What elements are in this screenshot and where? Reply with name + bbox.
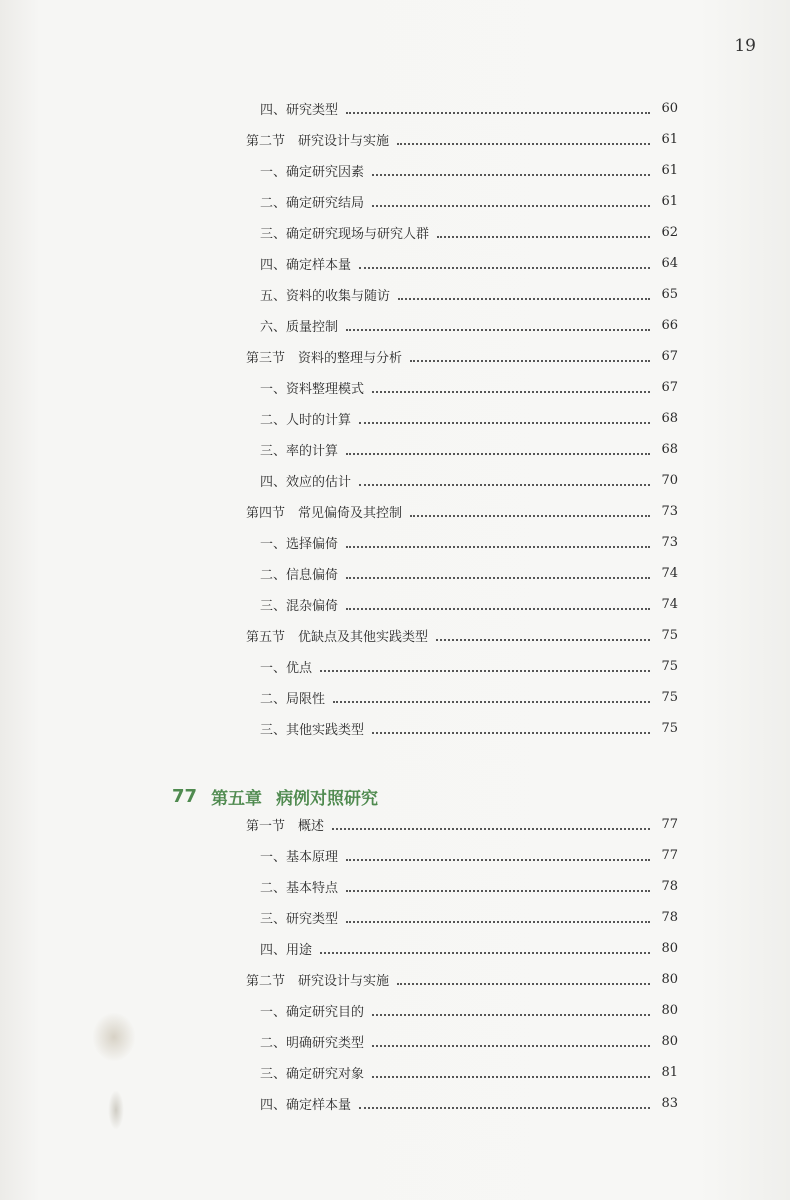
toc-item-row bbox=[0, 562, 790, 584]
leader-dots bbox=[346, 920, 650, 923]
toc-item-row bbox=[0, 283, 790, 305]
leader-dots bbox=[372, 204, 650, 207]
leader-dots bbox=[437, 235, 650, 238]
leader-dots bbox=[346, 328, 650, 331]
toc-item-row bbox=[0, 221, 790, 243]
toc-entry-page: 61 bbox=[661, 193, 678, 209]
toc-entry-label: 四、用途 bbox=[260, 942, 313, 958]
toc-item-row bbox=[0, 875, 790, 897]
leader-dots bbox=[346, 452, 650, 455]
toc-section-row bbox=[0, 813, 790, 835]
toc-item-row bbox=[0, 844, 790, 866]
toc-section-row bbox=[0, 968, 790, 990]
toc-entry-page: 83 bbox=[661, 1095, 678, 1111]
toc-entry-page: 75 bbox=[661, 689, 678, 705]
toc-item-row bbox=[0, 252, 790, 274]
chapter-title: 病例对照研究 bbox=[276, 788, 379, 809]
leader-dots bbox=[346, 858, 650, 861]
toc-item-row bbox=[0, 438, 790, 460]
toc-item-row bbox=[0, 655, 790, 677]
toc-entry-page: 64 bbox=[661, 255, 678, 271]
toc-item-row bbox=[0, 407, 790, 429]
toc-entry-page: 68 bbox=[661, 441, 678, 457]
leader-dots bbox=[346, 607, 650, 610]
toc-section-row bbox=[0, 345, 790, 367]
paper-stain bbox=[108, 1090, 124, 1130]
leader-dots bbox=[346, 545, 650, 548]
toc-entry-page: 75 bbox=[661, 658, 678, 674]
leader-dots bbox=[346, 576, 650, 579]
leader-dots bbox=[359, 266, 650, 269]
toc-entry-label: 四、确定样本量 bbox=[260, 1097, 352, 1113]
leader-dots bbox=[397, 142, 650, 145]
leader-dots bbox=[359, 483, 650, 486]
toc-entry-label: 第五节 优缺点及其他实践类型 bbox=[246, 629, 429, 645]
toc-entry-page: 80 bbox=[661, 1002, 678, 1018]
leader-dots bbox=[372, 390, 650, 393]
toc-entry-label: 三、混杂偏倚 bbox=[260, 598, 339, 614]
leader-dots bbox=[346, 111, 650, 114]
toc-item-row bbox=[0, 531, 790, 553]
leader-dots bbox=[372, 1044, 650, 1047]
toc-entry-page: 75 bbox=[661, 627, 678, 643]
toc-entry-page: 81 bbox=[661, 1064, 678, 1080]
toc-entry-page: 77 bbox=[661, 847, 678, 863]
leader-dots bbox=[320, 951, 650, 954]
leader-dots bbox=[333, 700, 650, 703]
leader-dots bbox=[372, 173, 650, 176]
toc-item-row bbox=[0, 717, 790, 739]
toc-item-row bbox=[0, 906, 790, 928]
leader-dots bbox=[359, 1106, 650, 1109]
leader-dots bbox=[346, 889, 650, 892]
toc-entry-label: 四、效应的估计 bbox=[260, 474, 352, 490]
leader-dots bbox=[320, 669, 650, 672]
toc-item-row bbox=[0, 190, 790, 212]
toc-item-row bbox=[0, 1061, 790, 1083]
toc-entry-label: 一、确定研究因素 bbox=[260, 164, 365, 180]
toc-entry-label: 第二节 研究设计与实施 bbox=[246, 133, 390, 149]
toc-item-row bbox=[0, 314, 790, 336]
toc-entry-page: 60 bbox=[661, 100, 678, 116]
leader-dots bbox=[372, 1075, 650, 1078]
toc-entry-label: 四、研究类型 bbox=[260, 102, 339, 118]
toc-item-row bbox=[0, 686, 790, 708]
toc-entry-label: 二、基本特点 bbox=[260, 880, 339, 896]
toc-entry-page: 80 bbox=[661, 940, 678, 956]
leader-dots bbox=[398, 297, 650, 300]
toc-entry-page: 80 bbox=[661, 971, 678, 987]
toc-entry-label: 四、确定样本量 bbox=[260, 257, 352, 273]
toc-entry-page: 61 bbox=[661, 131, 678, 147]
toc-entry-page: 62 bbox=[661, 224, 678, 240]
toc-entry-page: 78 bbox=[661, 878, 678, 894]
toc-entry-label: 一、基本原理 bbox=[260, 849, 339, 865]
toc-entry-label: 三、确定研究现场与研究人群 bbox=[260, 226, 430, 242]
toc-entry-label: 三、其他实践类型 bbox=[260, 722, 365, 738]
toc-entry-label: 第一节 概述 bbox=[246, 818, 325, 834]
page-number: 19 bbox=[734, 36, 756, 56]
toc-entry-label: 二、确定研究结局 bbox=[260, 195, 365, 211]
toc-entry-label: 六、质量控制 bbox=[260, 319, 339, 335]
chapter-start-page: 77 bbox=[172, 785, 198, 807]
leader-dots bbox=[410, 359, 650, 362]
toc-entry-label: 二、人时的计算 bbox=[260, 412, 352, 428]
toc-entry-label: 二、局限性 bbox=[260, 691, 326, 707]
leader-dots bbox=[410, 514, 650, 517]
toc-entry-label: 一、优点 bbox=[260, 660, 313, 676]
leader-dots bbox=[436, 638, 650, 641]
toc-entry-page: 70 bbox=[661, 472, 678, 488]
toc-entry-label: 第四节 常见偏倚及其控制 bbox=[246, 505, 403, 521]
toc-entry-page: 74 bbox=[661, 596, 678, 612]
toc-section-row bbox=[0, 500, 790, 522]
toc-item-row bbox=[0, 376, 790, 398]
leader-dots bbox=[372, 731, 650, 734]
toc-entry-page: 73 bbox=[661, 503, 678, 519]
toc-entry-label: 五、资料的收集与随访 bbox=[260, 288, 391, 304]
toc-entry-page: 61 bbox=[661, 162, 678, 178]
toc-entry-label: 一、确定研究目的 bbox=[260, 1004, 365, 1020]
toc-section-row bbox=[0, 128, 790, 150]
toc-entry-label: 一、选择偏倚 bbox=[260, 536, 339, 552]
toc-entry-page: 75 bbox=[661, 720, 678, 736]
chapter-heading bbox=[172, 782, 378, 810]
toc-entry-label: 第二节 研究设计与实施 bbox=[246, 973, 390, 989]
toc-entry-label: 三、研究类型 bbox=[260, 911, 339, 927]
toc-item-row bbox=[0, 937, 790, 959]
toc-item-row bbox=[0, 97, 790, 119]
toc-section-row bbox=[0, 624, 790, 646]
toc-entry-page: 67 bbox=[661, 348, 678, 364]
toc-entry-page: 65 bbox=[661, 286, 678, 302]
paper-stain bbox=[92, 1012, 136, 1062]
toc-entry-page: 78 bbox=[661, 909, 678, 925]
toc-entry-label: 三、确定研究对象 bbox=[260, 1066, 365, 1082]
toc-entry-page: 77 bbox=[661, 816, 678, 832]
toc-entry-label: 一、资料整理模式 bbox=[260, 381, 365, 397]
toc-entry-label: 三、率的计算 bbox=[260, 443, 339, 459]
toc-entry-label: 二、信息偏倚 bbox=[260, 567, 339, 583]
toc-entry-page: 68 bbox=[661, 410, 678, 426]
toc-entry-page: 73 bbox=[661, 534, 678, 550]
toc-entry-page: 67 bbox=[661, 379, 678, 395]
toc-entry-label: 第三节 资料的整理与分析 bbox=[246, 350, 403, 366]
toc-item-row bbox=[0, 469, 790, 491]
toc-item-row bbox=[0, 159, 790, 181]
leader-dots bbox=[397, 982, 650, 985]
toc-entry-page: 80 bbox=[661, 1033, 678, 1049]
leader-dots bbox=[372, 1013, 650, 1016]
leader-dots bbox=[332, 827, 650, 830]
chapter-label: 第五章 bbox=[211, 788, 263, 809]
toc-item-row bbox=[0, 593, 790, 615]
leader-dots bbox=[359, 421, 650, 424]
toc-entry-page: 66 bbox=[661, 317, 678, 333]
toc-entry-label: 二、明确研究类型 bbox=[260, 1035, 365, 1051]
toc-entry-page: 74 bbox=[661, 565, 678, 581]
